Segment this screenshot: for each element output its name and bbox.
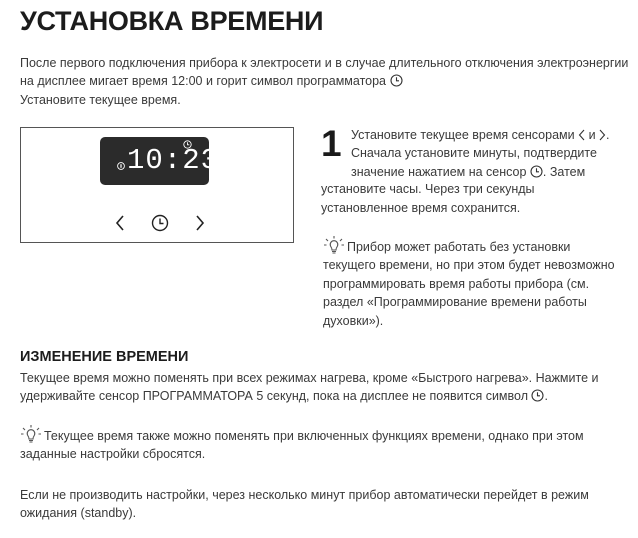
lock-icon: [117, 161, 125, 171]
step-1-line-4: установите часы. Через три секунды: [321, 182, 535, 197]
clock-icon: [390, 74, 403, 87]
change-line-1: Текущее время можно поменять при всех режимах нагрева, кроме «Быстрого нагрева». Нажмите и: [20, 371, 599, 385]
intro-line-3: Установите текущее время.: [20, 92, 181, 107]
tip-2-line-1: Текущее время также можно поменять при включенных функциях времени, однако при этом: [44, 429, 584, 443]
tip-1-line-1: Прибор может работать без установки: [347, 240, 571, 254]
section-heading: ИЗМЕНЕНИЕ ВРЕМЕНИ: [20, 349, 189, 365]
standby-line-1: Если не производить настройки, через несколько минут прибор автоматически перейдет в режим: [20, 488, 589, 502]
change-time-paragraph: Текущее время можно поменять при всех режимах нагрева, кроме «Быстрого нагрева». Нажмите и удерживайте сенсор ПРОГРАММАТОРА 5 секунд, пока на дисплее не появится символ .: [20, 371, 599, 404]
step-number: 1: [321, 123, 342, 164]
step-1-line-3: значение нажатием на сенсор: [351, 164, 527, 179]
step-1-text: Установите текущее время сенсорами и . Сначала установите минуты, подтвердите значение нажатием на сенсор . Затем установите часы. Через три секунды установленное время сохранится.: [321, 128, 610, 215]
intro-paragraph: [20, 54, 630, 109]
standby-line-2: ожидания (standby).: [20, 506, 137, 521]
step-1-line-2: Сначала установите минуты, подтвердите: [351, 146, 597, 161]
step-1-line-1b: и: [588, 128, 596, 142]
intro-line-1: После первого подключения прибора к электросети и в случае длительного отключения электроэнергии: [20, 56, 629, 70]
tip-1-line-3: программировать время работы прибора (см.: [323, 276, 590, 291]
tip-2-line-2: заданные настройки сбросятся.: [20, 447, 206, 462]
lightbulb-icon: [323, 235, 345, 255]
standby-paragraph: [20, 486, 632, 523]
lightbulb-icon: [20, 424, 42, 444]
oven-display: [100, 137, 220, 185]
intro-line-2: на дисплее мигает время 12:00 и горит символ программатора: [20, 74, 387, 89]
step-1-line-5: установленное время сохранится.: [321, 200, 521, 215]
tip-1-line-2: текущего времени, но при этом будет невозможно: [323, 258, 615, 273]
display-time: 10:23: [127, 144, 220, 177]
chevron-right-icon[interactable]: [195, 215, 205, 231]
tip-note-1: [323, 235, 623, 330]
tip-note-2: [20, 424, 632, 464]
page-title: УСТАНОВКА ВРЕМЕНИ: [20, 6, 324, 36]
clock-icon: [530, 165, 543, 178]
clock-icon[interactable]: [151, 214, 169, 232]
tip-1-line-5: духовки»).: [323, 313, 384, 328]
tip-1-line-4: раздел «Программирование времени работы: [323, 295, 587, 310]
chevron-right-icon: [599, 129, 606, 141]
chevron-left-icon[interactable]: [115, 215, 125, 231]
clock-icon: [531, 389, 544, 402]
change-line-2: удерживайте сенсор ПРОГРАММАТОРА 5 секунд, пока на дисплее не появится символ: [20, 389, 528, 404]
chevron-left-icon: [578, 129, 585, 141]
step-1-line-1a: Установите текущее время сенсорами: [351, 128, 575, 142]
control-panel-illustration: [20, 127, 294, 243]
step-1-line-3b: . Затем: [542, 164, 586, 179]
